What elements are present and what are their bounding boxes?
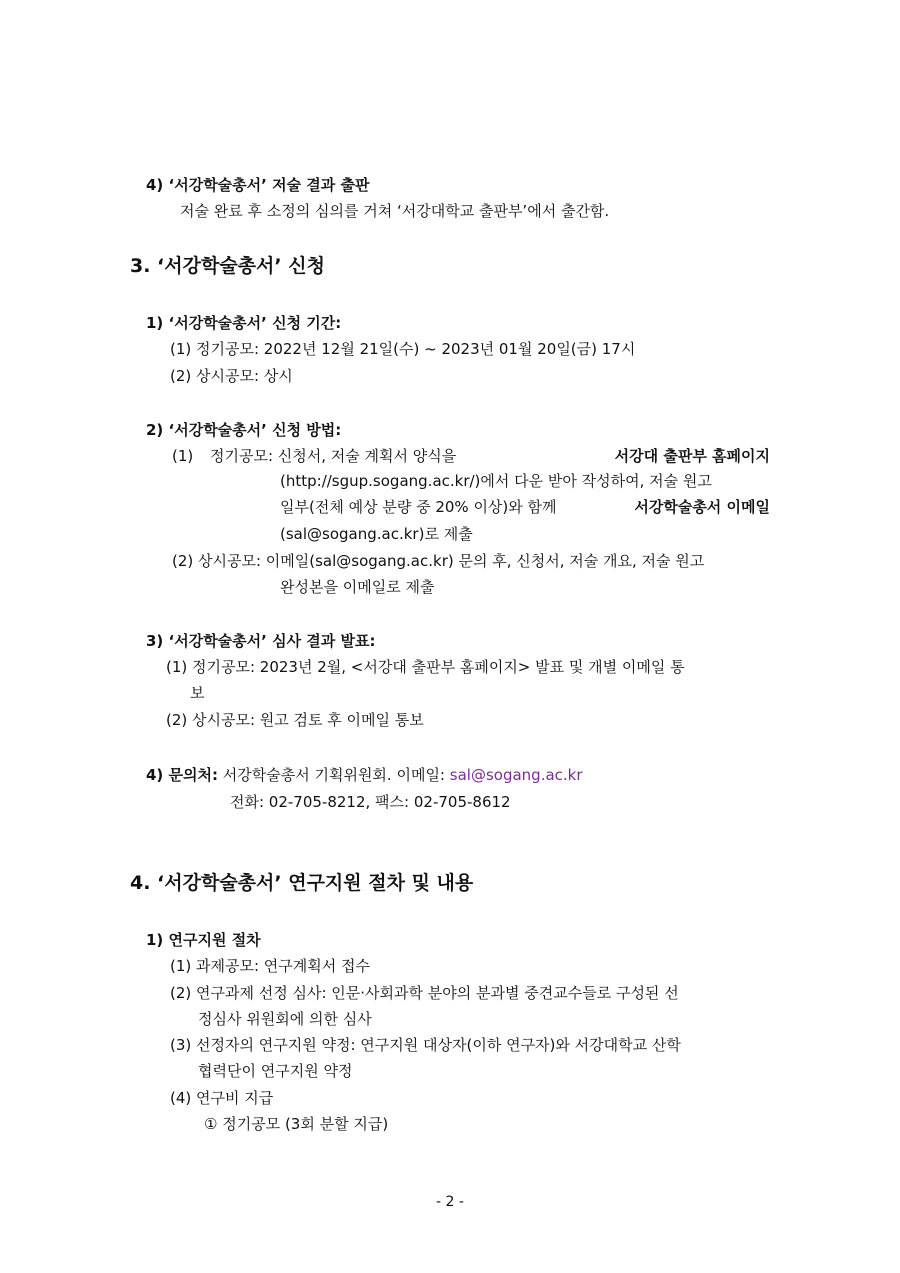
item-heading-application-method: 2) ‘서강학술총서’ 신청 방법: bbox=[146, 421, 342, 439]
method-ongoing-line1: (2) 상시공모: 이메일(sal@sogang.ac.kr) 문의 후, 신청서, 저술 개요, 저술 원고 bbox=[172, 552, 705, 570]
section-title-research-support: 4. ‘서강학술총서’ 연구지원 절차 및 내용 bbox=[130, 872, 474, 894]
method-regular-line3 bbox=[280, 497, 770, 517]
procedure-step-4-sub1: ① 정기공모 (3회 분할 지급) bbox=[204, 1115, 389, 1133]
results-regular-line2: 보 bbox=[190, 684, 205, 702]
procedure-step-3-line1: (3) 선정자의 연구지원 약정: 연구지원 대상자(이하 연구자)와 서강대학교 산학 bbox=[170, 1036, 681, 1054]
publisher-homepage-emphasis: 서강대 출판부 홈페이지 bbox=[614, 447, 770, 465]
period-regular: (1) 정기공모: 2022년 12월 21일(수) ~ 2023년 01월 20일(금) 17시 bbox=[170, 340, 636, 358]
procedure-step-3-line2: 협력단이 연구지원 약정 bbox=[198, 1062, 353, 1080]
contact-phone: 전화: 02-705-8212, 팩스: 02-705-8612 bbox=[230, 793, 511, 811]
method-regular-line4: (sal@sogang.ac.kr)로 제출 bbox=[280, 525, 473, 543]
contact-text: 서강학술총서 기획위원회. 이메일: bbox=[222, 766, 445, 784]
contact-line bbox=[146, 765, 583, 785]
procedure-step-2-line1: (2) 연구과제 선정 심사: 인문·사회과학 분야의 분과별 중견교수들로 구성된 선 bbox=[170, 984, 679, 1002]
publication-text: 저술 완료 후 소정의 심의를 거쳐 ‘서강대학교 출판부’에서 출간함. bbox=[180, 202, 610, 220]
method-regular-text: 정기공모: 신청서, 저술 계획서 양식을 bbox=[210, 447, 457, 465]
page-number: - 2 - bbox=[436, 1194, 464, 1210]
procedure-step-1: (1) 과제공모: 연구계획서 접수 bbox=[170, 957, 370, 975]
method-regular-line1 bbox=[210, 446, 770, 466]
method-regular-text-part: 일부(전체 예상 분량 중 20% 이상)와 함께 bbox=[280, 498, 557, 516]
item-heading-publication: 4) ‘서강학술총서’ 저술 결과 출판 bbox=[146, 176, 370, 194]
item-heading-support-procedure: 1) 연구지원 절차 bbox=[146, 931, 261, 949]
section-title-application: 3. ‘서강학술총서’ 신청 bbox=[130, 255, 325, 277]
results-regular-line1: (1) 정기공모: 2023년 2월, <서강대 출판부 홈페이지> 발표 및 개별 이메일 통 bbox=[166, 658, 685, 676]
contact-email-link[interactable]: sal@sogang.ac.kr bbox=[449, 766, 583, 784]
contact-label: 4) 문의처: bbox=[146, 766, 218, 784]
series-email-emphasis: 서강학술총서 이메일 bbox=[634, 498, 770, 516]
item-heading-application-period: 1) ‘서강학술총서’ 신청 기간: bbox=[146, 314, 342, 332]
period-ongoing: (2) 상시공모: 상시 bbox=[170, 367, 293, 385]
results-ongoing: (2) 상시공모: 원고 검토 후 이메일 통보 bbox=[166, 711, 424, 729]
procedure-step-2-line2: 정심사 위원회에 의한 심사 bbox=[198, 1010, 372, 1028]
item-heading-results: 3) ‘서강학술총서’ 심사 결과 발표: bbox=[146, 632, 376, 650]
method-regular-number: (1) bbox=[172, 447, 194, 465]
method-ongoing-line2: 완성본을 이메일로 제출 bbox=[280, 578, 435, 596]
procedure-step-4: (4) 연구비 지급 bbox=[170, 1089, 274, 1107]
method-regular-line2: (http://sgup.sogang.ac.kr/)에서 다운 받아 작성하여, 저술 원고 bbox=[280, 472, 712, 490]
